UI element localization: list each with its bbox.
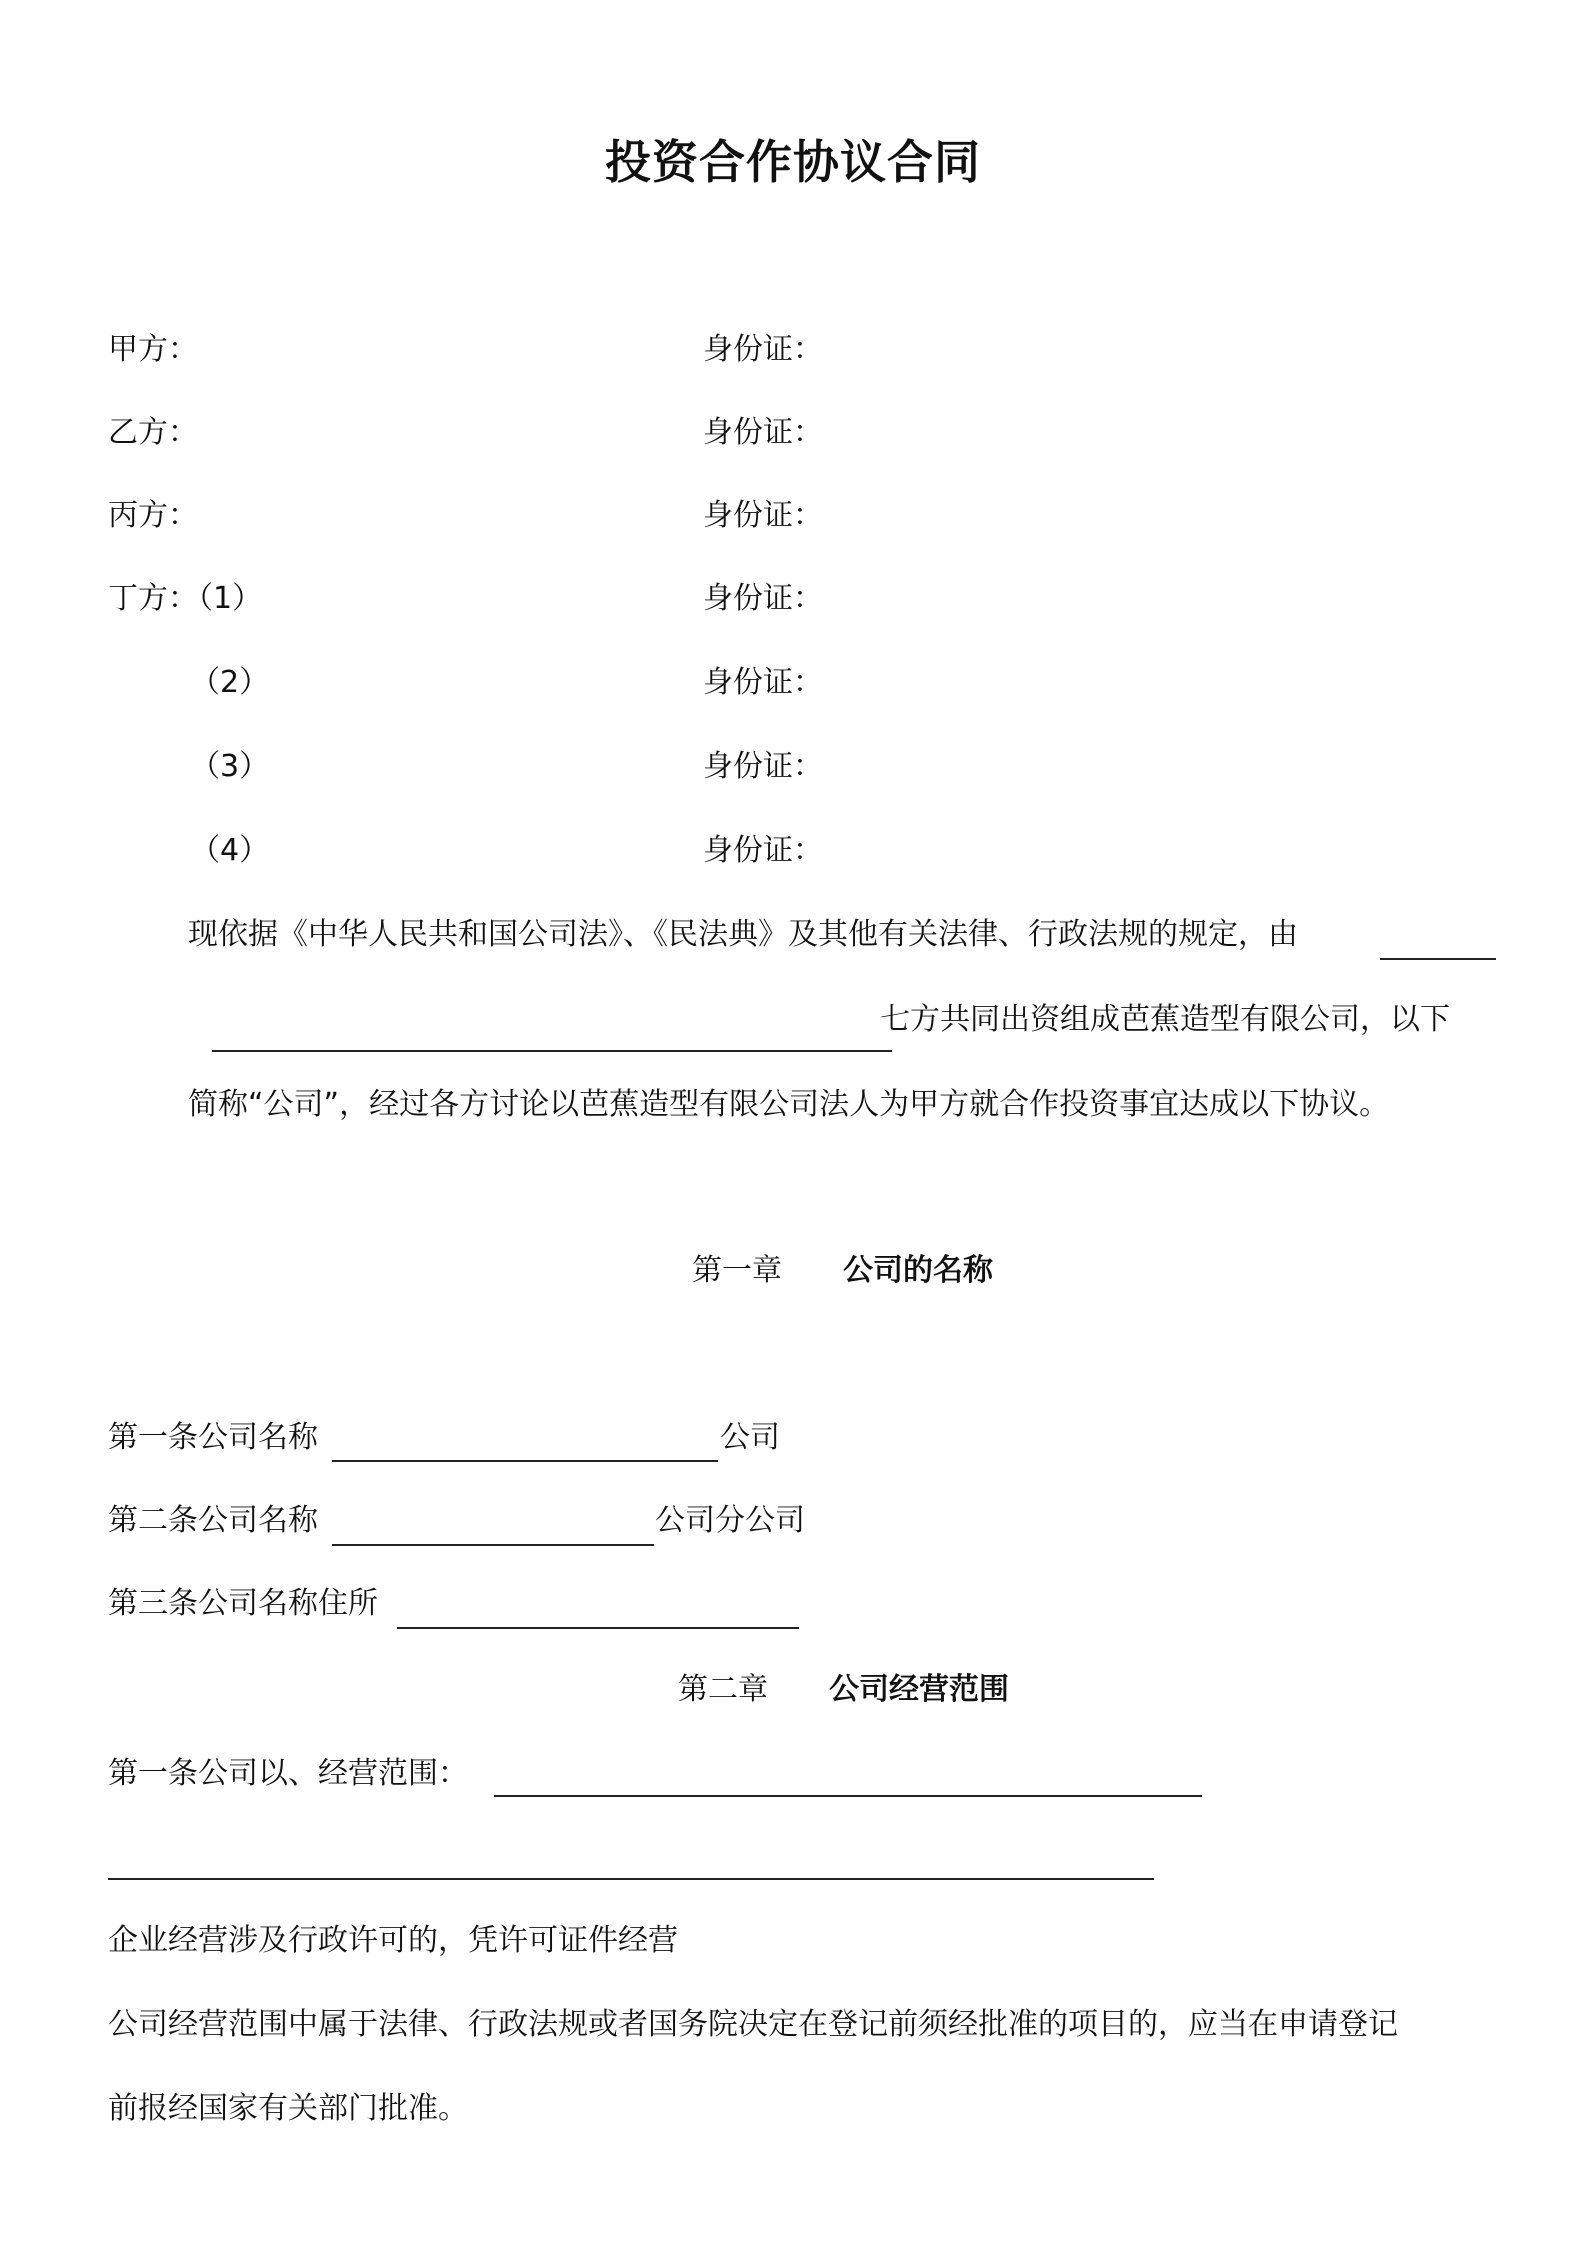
chapter-1-number: 第一章 xyxy=(692,1253,782,1288)
document-title: 投资合作协议合同 xyxy=(605,135,981,189)
party-b-label: 乙方： xyxy=(108,415,198,450)
party-a-label: 甲方： xyxy=(108,332,198,367)
party-d4-label: （4） xyxy=(190,833,270,868)
party-d3-id-label: 身份证： xyxy=(703,749,823,784)
ch2-approval-line-1: 公司经营范围中属于法律、行政法规或者国务院决定在登记前须经批准的项目的，应当在申请登记 xyxy=(108,2007,1398,2042)
ch2-article-1-blank xyxy=(494,1795,1202,1797)
party-a-id-label: 身份证： xyxy=(703,332,823,367)
party-d3-label: （3） xyxy=(190,749,270,784)
chapter-2-title: 公司经营范围 xyxy=(829,1672,1009,1707)
intro-blank-1 xyxy=(1380,958,1496,960)
intro-line-3: 简称“公司”，经过各方讨论以芭蕉造型有限公司法人为甲方就合作投资事宜达成以下协议。 xyxy=(188,1087,1390,1122)
ch1-article-3-prefix: 第三条公司名称住所 xyxy=(108,1586,378,1621)
ch1-article-2-prefix: 第二条公司名称 xyxy=(108,1503,318,1538)
ch1-article-1-suffix: 公司 xyxy=(720,1420,780,1455)
party-c-label: 丙方： xyxy=(108,498,198,533)
chapter-1-title: 公司的名称 xyxy=(843,1253,993,1288)
ch1-article-2-suffix: 公司分公司 xyxy=(655,1503,805,1538)
chapter-2-number: 第二章 xyxy=(678,1672,768,1707)
party-d2-label: （2） xyxy=(190,665,270,700)
ch1-article-3-blank xyxy=(397,1627,799,1629)
party-d1-id-label: 身份证： xyxy=(703,581,823,616)
ch2-article-1: 第一条公司以、经营范围： xyxy=(108,1756,468,1791)
party-d1-label: 丁方：（1） xyxy=(108,581,263,616)
ch2-permit-line: 企业经营涉及行政许可的，凭许可证件经营 xyxy=(108,1923,678,1958)
ch1-article-1-blank xyxy=(332,1460,718,1462)
intro-blank-2 xyxy=(212,1050,892,1052)
party-d2-id-label: 身份证： xyxy=(703,665,823,700)
ch2-scope-blank xyxy=(108,1878,1154,1880)
intro-line-2: 七方共同出资组成芭蕉造型有限公司，以下 xyxy=(880,1002,1450,1037)
party-c-id-label: 身份证： xyxy=(703,498,823,533)
ch1-article-2-blank xyxy=(332,1544,654,1546)
party-d4-id-label: 身份证： xyxy=(703,833,823,868)
intro-line-1: 现依据《中华人民共和国公司法》、《民法典》及其他有关法律、行政法规的规定，由 xyxy=(188,917,1298,952)
ch2-approval-line-2: 前报经国家有关部门批准。 xyxy=(108,2091,468,2126)
party-b-id-label: 身份证： xyxy=(703,415,823,450)
ch1-article-1-prefix: 第一条公司名称 xyxy=(108,1420,318,1455)
